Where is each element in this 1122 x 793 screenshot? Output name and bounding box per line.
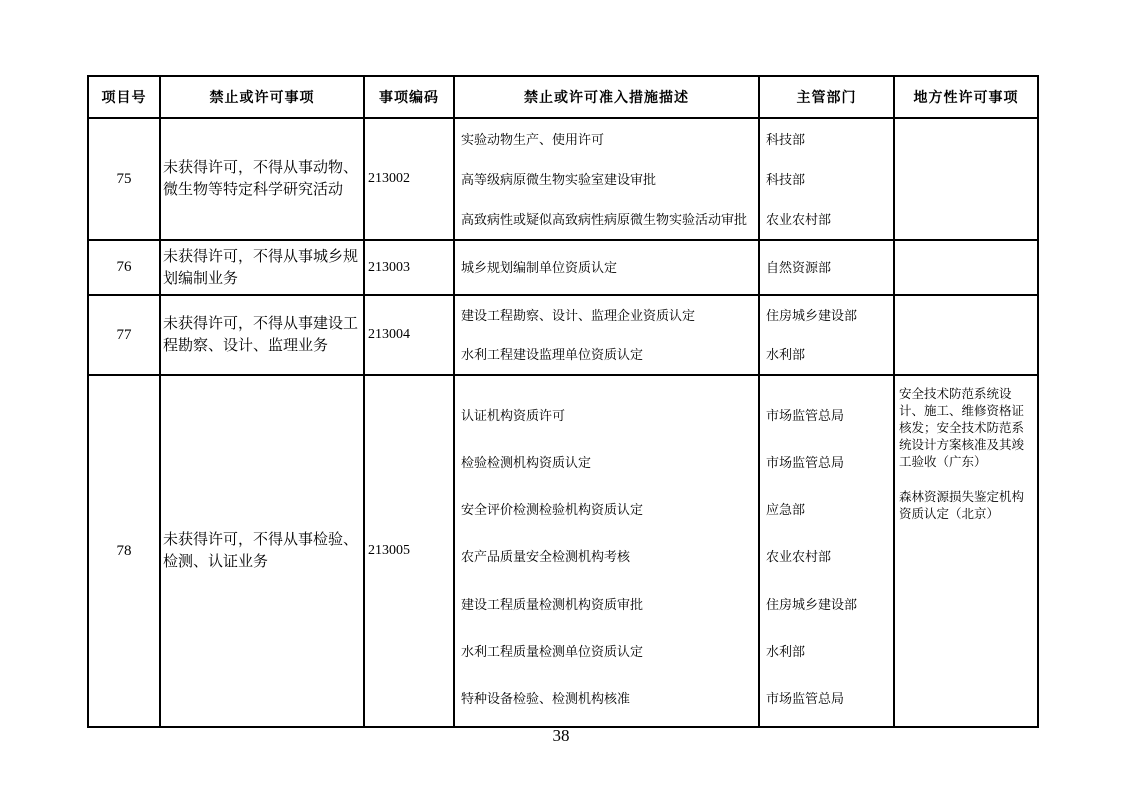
measure-description: 建设工程质量检测机构资质审批: [461, 596, 644, 612]
measure-description: 农产品质量安全检测机构考核: [461, 549, 631, 565]
row-number-cell: 75: [88, 118, 160, 240]
local-permit-item: 安全技术防范系统设计、施工、维修资格证核发；安全技术防范系统设计方案核准及其竣工验收（广东）: [899, 387, 1025, 469]
item-code-cell: 213004: [364, 295, 454, 375]
department-name: 市场监管总局: [766, 408, 845, 424]
local-permit-cell: [894, 295, 1038, 375]
department-cell: [759, 295, 894, 375]
permit-table: [87, 75, 1039, 728]
row-number-cell: 76: [88, 240, 160, 295]
measure-description: 建设工程勘察、设计、监理企业资质认定: [461, 308, 696, 323]
measure-description: 水利工程质量检测单位资质认定: [461, 643, 644, 659]
department-name: 科技部: [766, 171, 806, 187]
measure-description: 城乡规划编制单位资质认定: [461, 260, 618, 275]
table-body: [88, 118, 1038, 727]
local-permit-cell: [894, 240, 1038, 295]
measure-description-stack: [455, 119, 758, 239]
measure-description-stack: [455, 241, 758, 294]
department-name: 市场监管总局: [766, 690, 845, 706]
row-number-cell: 78: [88, 375, 160, 727]
department-cell: [759, 375, 894, 727]
row-number-cell: 77: [88, 295, 160, 375]
measure-description: 特种设备检验、检测机构核准: [461, 690, 631, 706]
prohibited-item-cell: 未获得许可，不得从事动物、微生物等特定科学研究活动: [160, 118, 364, 240]
item-code-cell: 213005: [364, 375, 454, 727]
department-name: 科技部: [766, 131, 806, 147]
department-cell: [759, 240, 894, 295]
department-name: 水利部: [766, 347, 806, 362]
measure-description: 水利工程建设监理单位资质认定: [461, 347, 644, 362]
department-stack: [760, 241, 893, 294]
measure-description: 实验动物生产、使用许可: [461, 131, 605, 147]
department-name: 市场监管总局: [766, 455, 845, 471]
department-name: 住房城乡建设部: [766, 308, 858, 323]
measure-description-cell: [454, 375, 759, 727]
department-name: 水利部: [766, 643, 806, 659]
item-code-cell: 213002: [364, 118, 454, 240]
measure-description: 高致病性或疑似高致病性病原微生物实验活动审批: [461, 211, 748, 227]
local-permit-cell: [894, 118, 1038, 240]
measure-description-cell: [454, 240, 759, 295]
local-permit-cell: [894, 375, 1038, 727]
table-header-row: [88, 76, 1038, 118]
department-name: 农业农村部: [766, 549, 832, 565]
table-row: [88, 295, 1038, 375]
prohibited-item-cell: 未获得许可，不得从事检验、检测、认证业务: [160, 375, 364, 727]
table-row: [88, 375, 1038, 727]
table-row: [88, 240, 1038, 295]
col-header-measure-description: 禁止或许可准入措施描述: [454, 76, 759, 118]
department-stack: [760, 376, 893, 726]
measure-description-stack: [455, 296, 758, 374]
col-header-item-code: 事项编码: [364, 76, 454, 118]
department-name: 应急部: [766, 502, 806, 518]
col-header-local-permit: 地方性许可事项: [894, 76, 1038, 118]
measure-description: 认证机构资质许可: [461, 408, 566, 424]
department-cell: [759, 118, 894, 240]
page-number: 38: [552, 726, 570, 745]
department-stack: [760, 296, 893, 374]
measure-description-stack: [455, 376, 758, 726]
col-header-item-number: 项目号: [88, 76, 160, 118]
department-name: 自然资源部: [766, 260, 832, 275]
local-permit-item: 森林资源损失鉴定机构资质认定（北京）: [899, 490, 1025, 521]
col-header-prohibited-item: 禁止或许可事项: [160, 76, 364, 118]
prohibited-item-cell: 未获得许可，不得从事建设工程勘察、设计、监理业务: [160, 295, 364, 375]
prohibited-item-cell: 未获得许可，不得从事城乡规划编制业务: [160, 240, 364, 295]
measure-description: 高等级病原微生物实验室建设审批: [461, 171, 657, 187]
table-row: [88, 118, 1038, 240]
item-code-cell: 213003: [364, 240, 454, 295]
measure-description: 安全评价检测检验机构资质认定: [461, 502, 644, 518]
measure-description: 检验检测机构资质认定: [461, 455, 592, 471]
measure-description-cell: [454, 295, 759, 375]
department-name: 农业农村部: [766, 211, 832, 227]
col-header-department: 主管部门: [759, 76, 894, 118]
department-stack: [760, 119, 893, 239]
measure-description-cell: [454, 118, 759, 240]
department-name: 住房城乡建设部: [766, 596, 858, 612]
